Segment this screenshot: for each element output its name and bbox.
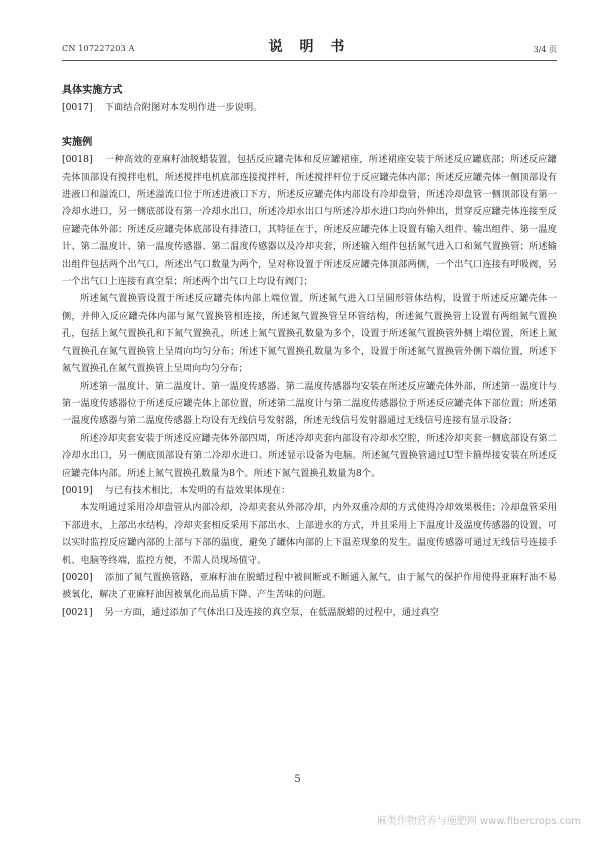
paragraph-text: 另一方面，通过添加了气体出口及连接的真空泵，在低温脱蜡的过程中，通过真空 xyxy=(104,606,440,618)
document-body xyxy=(62,82,557,621)
paragraph-thermometers: 所述第一温度计、第二温度计、第一温度传感器、第二温度传感器均安装在所述反应罐壳体外部，所述第一温度计与第一温度传感器位于所述反应罐壳体上部位置，所述第二温度计与第二温度传感器位于所述反应罐壳体下部位置；所述第一温度传感器与第二温度传感器上均设有无线信号发射器，所述无线信号发射器通过无线信号连接有显示设备； xyxy=(62,380,557,427)
paragraph-nitrogen: 所述氮气置换管设置于所述反应罐壳体内部上端位置，所述氮气进入口呈圆形管体结构，设置于所述反应罐壳体一侧，并伸入反应罐壳体内部与氮气置换管相连接，所述氮气置换管呈环管结构，所述氮气置换管上设置有两组氮气置换孔，包括上氮气置换孔和下氮气置换孔，所述上氮气置换孔数量为多个，设置于所述氮气置换管外侧上端位置，所述上氮气置换孔在氮气置换管上呈周向均匀分布；所述下氮气置换孔数量为多个，设置于所述氮气置换管外侧下端位置，所述下氮气置换孔在氮气置换管上呈周向均匀分布； xyxy=(62,293,557,375)
page-indicator: 3/4 页 xyxy=(533,45,557,54)
paragraph-0021 xyxy=(62,604,557,621)
paragraph-0018 xyxy=(62,151,557,290)
watermark: 麻类作物营养与施肥网 www.fibercrops.com xyxy=(376,816,581,827)
paragraph-number: [0018] xyxy=(62,154,93,166)
paragraph-0017 xyxy=(62,99,557,116)
paragraph-benefits: 本发明通过采用冷却盘管从内部冷却，冷却夹套从外部冷却，内外双重冷却的方式使得冷却效果极佳；冷却盘管采用下部进水，上部出水结构，冷却夹套相反采用下部出水、上部进水的方式，并且采用上下温度计及温度传感器的设置，可以实时监控反应罐内部的上部与下部的温度，避免了罐体内部的上下温差现象的发生。温度传感器可通过无线信号连接手机、电脑等终端，监控方便，不需人员现场值守。 xyxy=(62,502,557,566)
patent-number: CN 107227203 A xyxy=(62,44,135,53)
paragraph-text: 一种高效的亚麻籽油脱蜡装置，包括反应罐壳体和反应罐裙座，所述裙座安装于所述反应罐底部；所述反应罐壳体顶部设有搅拌电机，所述搅拌电机底部连接搅拌杆，所述搅拌杆位于反应罐壳体内部；所述反应罐壳体一侧顶部设有进液口和溢流口，所述溢流口位于所述进液口下方，所述反应罐壳体内部设有冷却盘管，所述冷却盘管一侧顶部设有第一冷却水进口，另一侧底部设有第一冷却水出口，所述冷却水出口与所述冷却水进口均向外伸出，贯穿反应罐壳体连接至反应罐壳体外部；所述反应罐壳体底部设有排渣口，其特征在于，所述反应罐壳体上设置有输入组件、输出组件、第一温度计、第二温度计、第一温度传感器、第二温度传感器以及冷却夹套，所述输入组件包括氮气进入口和氮气置换管；所述输出组件包括两个出气口，所述出气口数量为两个，呈对称设置于所述反应罐壳体顶部两侧，一个出气口连接有呼吸阀，另一个出气口上连接有真空泵；所述两个出气口上均设有阀门； xyxy=(62,154,557,288)
page-header xyxy=(62,36,557,56)
paragraph-text: 下面结合附图对本发明作进一步说明。 xyxy=(104,102,263,114)
paragraph-text: 与已有技术相比，本发明的有益效果体现在： xyxy=(104,484,291,496)
paragraph-number: [0020] xyxy=(62,571,93,583)
paragraph-number: [0017] xyxy=(62,102,93,114)
paragraph-0019 xyxy=(62,482,557,499)
section-heading-embodiment: 具体实施方式 xyxy=(62,85,123,96)
header-divider xyxy=(62,60,557,61)
paragraph-cooling-jacket: 所述冷却夹套安装于所述反应罐壳体外部四周，所述冷却夹套内部设有冷却水空腔，所述冷却夹套一侧底部设有第二冷却水出口，另一侧底顶部设有第二冷却水进口。所述显示设备为电脑。所述氮气置换管通过U型卡箍焊接安装在所述反应罐壳体内部。所述上氮气置换孔数量为8个。所述下氮气置换孔数量为8个。 xyxy=(62,432,557,479)
paragraph-text: 添加了氮气置换管路，亚麻籽油在脱蜡过程中被间断或不断通入氮气，由于氮气的保护作用使得亚麻籽油不易被氧化，解决了亚麻籽油因被氧化而品质下降、产生苦味的问题。 xyxy=(62,571,557,601)
document-title: 说 明 书 xyxy=(268,39,351,55)
paragraph-number: [0021] xyxy=(62,606,93,618)
section-heading-example: 实施例 xyxy=(62,136,93,148)
paragraph-0020 xyxy=(62,569,557,604)
page-number: 5 xyxy=(294,774,301,785)
paragraph-number: [0019] xyxy=(62,484,93,496)
